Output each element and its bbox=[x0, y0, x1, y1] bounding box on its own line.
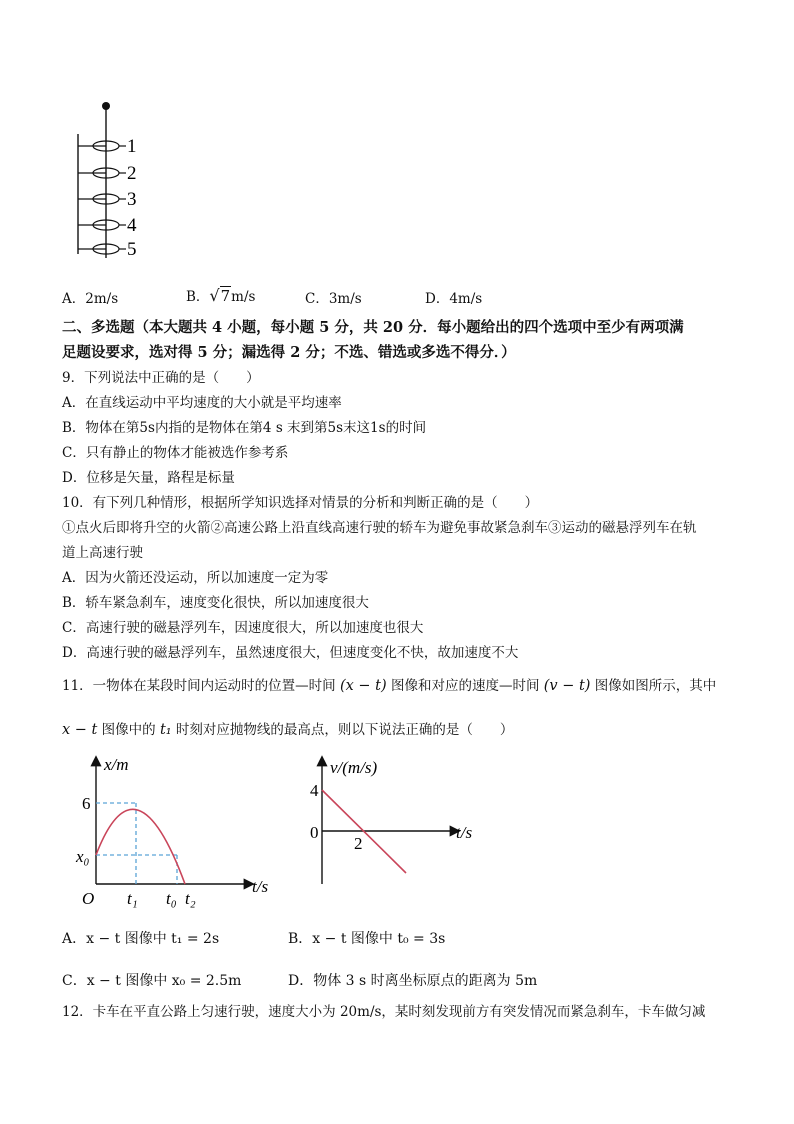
q8-option-c: C．3m/s bbox=[305, 291, 362, 307]
ring-4 bbox=[78, 215, 137, 236]
q9-option-d: D．位移是矢量，路程是标量 bbox=[62, 470, 235, 486]
q9-option-c: C．只有静止的物体才能被选作参考系 bbox=[62, 445, 289, 461]
q8-option-a: A．2m/s bbox=[62, 291, 119, 307]
xt-chart bbox=[74, 750, 284, 910]
q11-stem-line1: 11．一物体在某段时间内运动时的位置—时间 (x − t) 图像和对应的速度—时间 (v − t) 图像如图所示，其中 bbox=[62, 678, 717, 694]
ring-3 bbox=[78, 189, 137, 210]
ring-label-1: 1 bbox=[127, 136, 137, 157]
ring-label-2: 2 bbox=[127, 163, 137, 184]
ring-5 bbox=[78, 239, 137, 260]
q11-option-d: D．物体 3 s 时离坐标原点的距离为 5m bbox=[288, 973, 538, 989]
q10-option-a: A．因为火箭还没运动，所以加速度一定为零 bbox=[62, 570, 329, 586]
xt-x-axis-label: t/s bbox=[252, 877, 269, 896]
ring-label-3: 3 bbox=[127, 189, 137, 210]
xt-x-tick-t2: t₂ bbox=[185, 889, 196, 908]
vt-y-tick-4: 4 bbox=[310, 781, 319, 800]
xt-parabola bbox=[96, 809, 185, 884]
q8-option-d: D．4m/s bbox=[425, 291, 483, 307]
q11-option-c: C．x − t 图像中 x₀ = 2.5m bbox=[62, 973, 242, 989]
q8-option-b bbox=[186, 285, 255, 305]
q10-option-b: B．轿车紧急刹车，速度变化很快，所以加速度很大 bbox=[62, 595, 369, 611]
q12-stem: 12．卡车在平直公路上匀速行驶，速度大小为 20m/s，某时刻发现前方有突发情况而紧急刹车，卡车做匀减 bbox=[62, 1004, 706, 1020]
sqrt-symbol: √ bbox=[209, 286, 220, 305]
ring-label-4: 4 bbox=[127, 215, 137, 236]
q10-scenario-line1: ①点火后即将升空的火箭②高速公路上沿直线高速行驶的轿车为避免事故紧急刹车③运动的磁悬浮列车在轨 bbox=[62, 520, 697, 536]
xt-y-tick-6: 6 bbox=[82, 794, 91, 813]
q9-stem: 9．下列说法中正确的是（ ） bbox=[62, 370, 260, 386]
section2-heading-line1: 二、多选题（本大题共 4 小题，每小题 5 分，共 20 分．每小题给出的四个选项中至少有两项满 bbox=[62, 319, 684, 336]
ring-1 bbox=[78, 136, 137, 157]
q10-stem: 10．有下列几种情形，根据所学知识选择对情景的分析和判断正确的是（ ） bbox=[62, 495, 539, 511]
rings-figure bbox=[70, 96, 160, 266]
q8-option-b-prefix: B． bbox=[186, 289, 210, 305]
q10-option-d: D．高速行驶的磁悬浮列车，虽然速度很大，但速度变化不快，故加速度不大 bbox=[62, 645, 519, 661]
vt-x-axis-label: t/s bbox=[456, 823, 473, 842]
q8-option-b-radicand: 7 bbox=[220, 287, 231, 305]
vt-y-axis-label: v/(m/s) bbox=[330, 758, 378, 777]
vt-x-tick-2: 2 bbox=[354, 834, 363, 853]
vt-chart bbox=[306, 752, 526, 887]
q9-option-a: A．在直线运动中平均速度的大小就是平均速率 bbox=[62, 395, 342, 411]
q11-option-a: A．x − t 图像中 t₁ = 2s bbox=[62, 931, 220, 947]
xt-origin-label: O bbox=[82, 889, 95, 908]
vt-y-tick-0: 0 bbox=[310, 823, 319, 842]
ring-label-5: 5 bbox=[127, 239, 137, 260]
ring-2 bbox=[78, 163, 137, 184]
xt-y-axis-label: x/m bbox=[104, 755, 129, 774]
xt-x-tick-t1: t₁ bbox=[127, 889, 138, 908]
q10-scenario-line2: 道上高速行驶 bbox=[62, 545, 143, 561]
section2-heading-line2: 足题设要求，选对得 5 分；漏选得 2 分；不选、错选或多选不得分．） bbox=[62, 344, 516, 361]
q9-option-b: B．物体在第5s内指的是物体在第4 s 末到第5s末这1s的时间 bbox=[62, 420, 427, 436]
xt-y-tick-x0: x₀ bbox=[76, 847, 90, 866]
q11-option-b: B．x − t 图像中 t₀ = 3s bbox=[288, 931, 446, 947]
q10-option-c: C．高速行驶的磁悬浮列车，因速度很大，所以加速度也很大 bbox=[62, 620, 424, 636]
xt-x-tick-t0: t₀ bbox=[166, 889, 177, 908]
q8-option-b-unit: m/s bbox=[231, 289, 256, 305]
q11-stem-line2: x − t 图像中的 t₁ 时刻对应抛物线的最高点，则以下说法正确的是（ ） bbox=[62, 722, 514, 738]
